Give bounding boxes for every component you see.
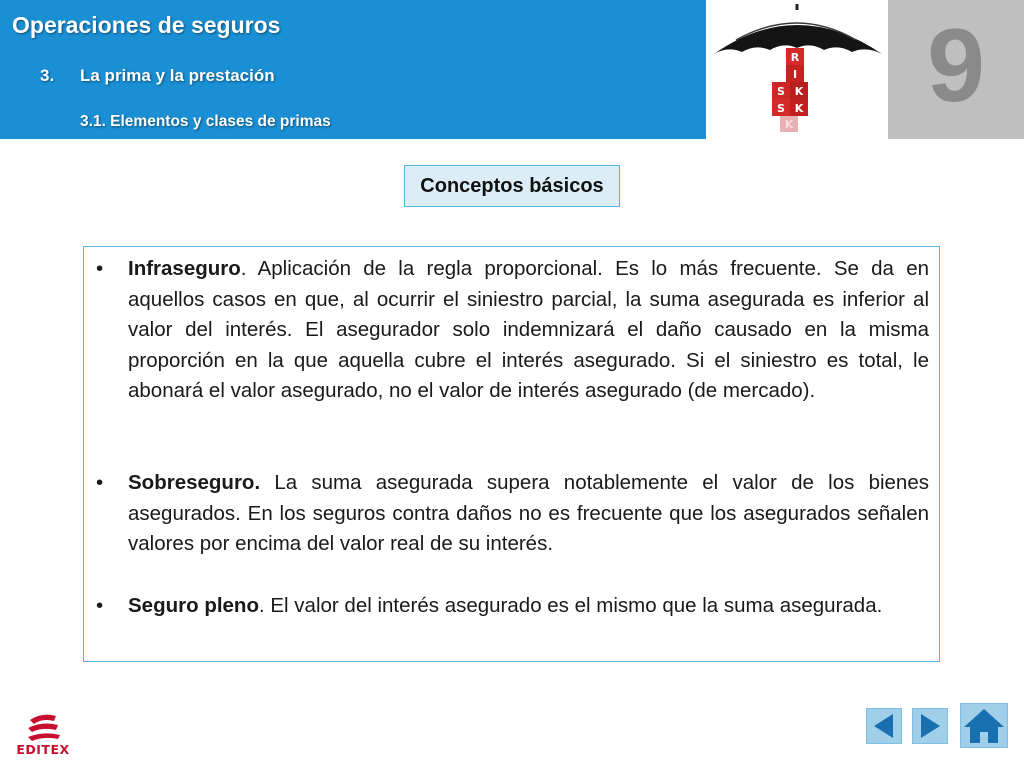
header-section: [40, 66, 275, 86]
content-box: [83, 246, 940, 662]
section-number: 3.: [40, 66, 55, 85]
bullet-icon: •: [96, 257, 104, 280]
bullet-description: . El valor del interés asegurado es el mismo que la suma asegurada.: [258, 594, 883, 617]
chapter-badge: [888, 0, 1024, 139]
block-letter: S: [777, 85, 785, 98]
bullet-text: [128, 468, 929, 560]
header-band: [0, 0, 706, 139]
bullet-term: Sobreseguro.: [128, 471, 261, 494]
previous-slide-button[interactable]: [866, 708, 902, 744]
bullet-description: La suma asegurada supera notablemente el valor de los bienes asegurados. En los seguros contra daños no es frecuente que los asegurados señalen valores por encima del valor real de su interés.: [128, 471, 929, 555]
section-title: La prima y la prestación: [80, 66, 275, 85]
editex-logo-icon: [8, 708, 78, 758]
block-letter: K: [794, 85, 804, 98]
block-letter: R: [790, 51, 800, 64]
bullet-icon: •: [96, 471, 104, 494]
home-button[interactable]: [960, 703, 1008, 748]
bullet-term: Seguro pleno: [128, 594, 259, 617]
umbrella-icon: [706, 0, 888, 139]
chapter-number: 9: [927, 8, 985, 124]
bullet-term: Infraseguro: [128, 257, 241, 280]
house-icon: [960, 703, 1008, 748]
bullet-text: [128, 254, 929, 407]
block-letter: S: [777, 102, 785, 115]
header-title: Operaciones de seguros: [12, 12, 281, 38]
editex-logo: [8, 708, 78, 758]
triangle-right-icon: [912, 708, 948, 744]
triangle-left-icon: [866, 708, 902, 744]
concepts-label: Conceptos básicos: [404, 165, 620, 207]
bullet-description: . Aplicación de la regla proporcional. Es lo más frecuente. Se da en aquellos casos en que, al ocurrir el siniestro parcial, la suma asegurada es inferior al valor del interés. El asegurador solo indemnizará el daño causado en la misma proporción en la que aquella cubre el interés asegurado. Si el siniestro es total, le abonará el valor asegurado, no el valor de interés asegurado (de mercado).: [128, 257, 929, 402]
umbrella-risk-image: [706, 0, 888, 139]
header-subsection: 3.1. Elementos y clases de primas: [80, 113, 331, 130]
block-letter: K: [794, 102, 804, 115]
block-letter: I: [792, 68, 798, 81]
bullet-text: [128, 591, 929, 622]
logo-text: EDITEX: [16, 742, 70, 757]
bullet-icon: •: [96, 594, 104, 617]
block-letter: K: [784, 118, 794, 131]
next-slide-button[interactable]: [912, 708, 948, 744]
